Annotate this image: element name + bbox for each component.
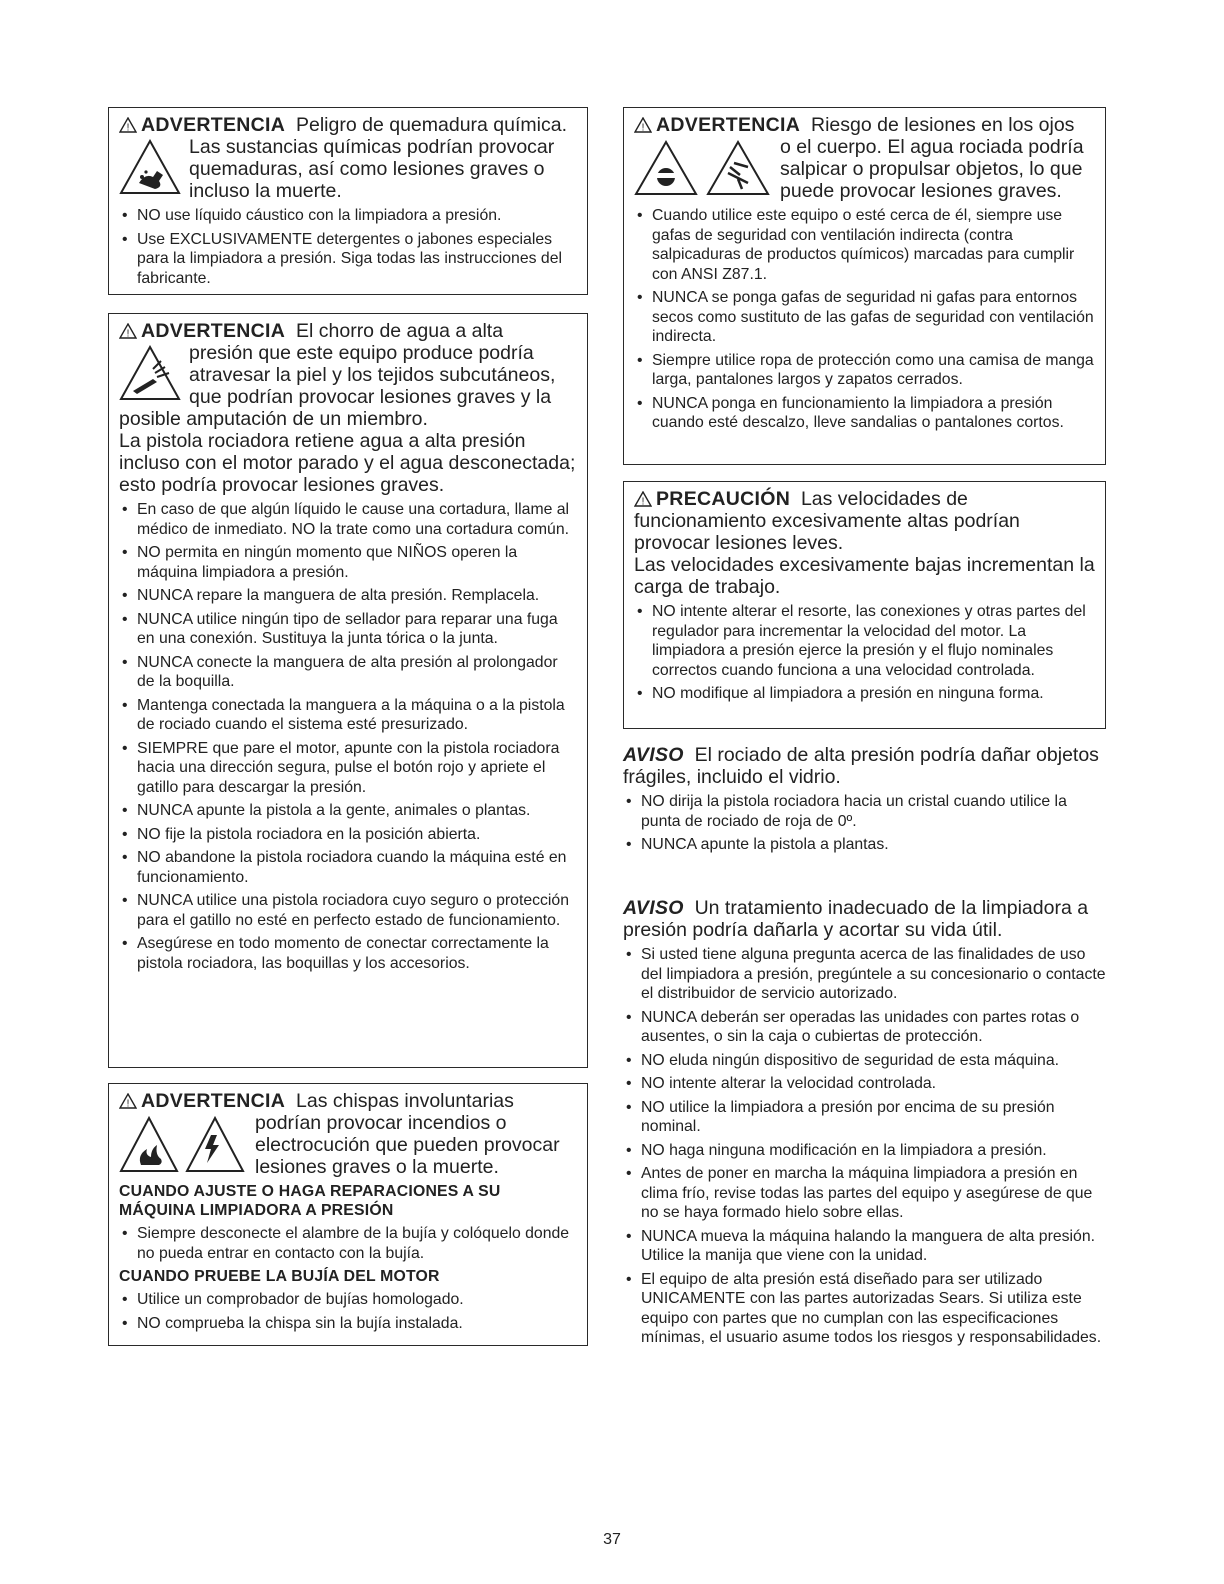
alert-triangle-icon (634, 491, 652, 507)
signal-word: ADVERTENCIA (141, 320, 286, 342)
list-item: • NUNCA mueva la máquina halando la manguera de alta presión. Utilice la manija que viene con la unidad. (623, 1227, 1108, 1266)
list-item: • Siempre desconecte el alambre de la bujía y colóquelo donde no pueda entrar en contacto con la bujía. (119, 1224, 577, 1263)
list-item: • Utilice un comprobador de bujías homologado. (119, 1290, 577, 1310)
warning-eye-injury (623, 107, 1106, 465)
signal-word: ADVERTENCIA (141, 1090, 286, 1112)
list-item: • Use EXCLUSIVAMENTE detergentes o jabones especiales para la limpiadora a presión. Siga todas las instrucciones del fabricante. (119, 230, 577, 289)
list-item: • NO fije la pistola rociadora en la posición abierta. (119, 825, 577, 845)
page-number: 37 (603, 1531, 621, 1548)
svg-text:!: ! (126, 1098, 130, 1109)
notice-fragile-objects (623, 744, 1106, 859)
list-item: • NUNCA utilice una pistola rociadora cuyo seguro o protección para el gatillo no esté en perfecto estado de funcionamiento. (119, 891, 577, 930)
list-item: • Antes de poner en marcha la máquina limpiadora a presión en clima frío, revise todas las partes del equipo y asegúrese de que no se haya formado hielo sobre ellas. (623, 1164, 1108, 1223)
warning-chemical-burn (108, 107, 588, 295)
list-item: • Asegúrese en todo momento de conectar correctamente la pistola rociadora, las boquillas y los accesorios. (119, 934, 577, 973)
hazard-text: Las sustancias químicas podrían provocar quemaduras, así como lesiones graves o incluso la muerte. (189, 136, 555, 202)
signal-word: AVISO (623, 744, 684, 766)
alert-triangle-icon (634, 117, 652, 133)
list-item: • NUNCA se ponga gafas de seguridad ni gafas para entornos secos como sustituto de las gafas de seguridad con ventilación indirecta. (634, 288, 1095, 347)
list-item: • Siempre utilice ropa de protección como una camisa de manga larga, pantalones largos y zapatos cerrados. (634, 351, 1095, 390)
list-item: • NO abandone la pistola rociadora cuando la máquina esté en funcionamiento. (119, 848, 577, 887)
list-item: • NO permita en ningún momento que NIÑOS operen la máquina limpiadora a presión. (119, 543, 577, 582)
list-item: • NUNCA apunte la pistola a plantas. (623, 835, 1106, 855)
list-item: • NUNCA apunte la pistola a la gente, animales o plantas. (119, 801, 577, 821)
chemical-burn-icon (119, 139, 181, 195)
bullet-list (119, 206, 577, 288)
hazard-lead: Un tratamiento inadecuado de la limpiadora a presión podría dañarla y acortar su vida útil. (623, 897, 1089, 941)
hazard-text: presión que este equipo produce podría atravesar la piel y los tejidos subcutáneos, que podrían provocar lesiones graves y la posible amputación de un miembro. (119, 342, 556, 430)
list-item: • SIEMPRE que pare el motor, apunte con la pistola rociadora hacia una dirección segura, pulse el botón rojo y apriete el gatillo para descargar la presión. (119, 739, 577, 798)
bullet-list (634, 206, 1095, 433)
notice-improper-treatment (623, 897, 1108, 1352)
list-item: • NO use líquido cáustico con la limpiadora a presión. (119, 206, 577, 226)
warning-high-pressure-spray (108, 313, 588, 1068)
list-item: • Mantenga conectada la manguera a la máquina o a la pistola de rociado cuando el sistema esté presurizado. (119, 696, 577, 735)
list-item: • NO intente alterar el resorte, las conexiones y otras partes del regulador para incrementar la velocidad del motor. La limpiadora a presión ejerce la presión y el flujo nominales correctos cuando funciona a una velocidad controlada. (634, 602, 1095, 680)
svg-text:!: ! (641, 496, 645, 507)
hazard-text-2: Las velocidades excesivamente bajas incrementan la carga de trabajo. (634, 554, 1095, 598)
list-item: • NUNCA ponga en funcionamiento la limpiadora a presión cuando esté descalzo, lleve sandalias o pantalones cortos. (634, 394, 1095, 433)
list-item: • NUNCA deberán ser operadas las unidades con partes rotas o ausentes, o sin la caja o cubiertas de protección. (623, 1008, 1108, 1047)
svg-text:!: ! (641, 122, 645, 133)
list-item: • En caso de que algún líquido le cause una cortadura, llame al médico de inmediato. NO la trate como una cortadura común. (119, 500, 577, 539)
signal-word: PRECAUCIÓN (656, 488, 791, 510)
alert-triangle-icon (119, 323, 137, 339)
signal-word: AVISO (623, 897, 684, 919)
hazard-lead: El chorro de agua a alta (296, 320, 504, 342)
hazard-text: podrían provocar incendios o electrocución que pueden provocar lesiones graves o la muerte. (255, 1112, 560, 1178)
signal-word: ADVERTENCIA (141, 114, 286, 136)
list-item: • El equipo de alta presión está diseñado para ser utilizado UNICAMENTE con las partes autorizadas Sears. Si utiliza este equipo con partes que no cumplan con las especificaciones mínimas, el usuario asume todos los riesgos y responsabilidades. (623, 1270, 1108, 1348)
list-item: • NUNCA repare la manguera de alta presión. Remplacela. (119, 586, 577, 606)
hazard-lead: Riesgo de lesiones en los ojos (811, 114, 1075, 136)
injection-hazard-icon (119, 345, 181, 401)
svg-text:!: ! (126, 122, 130, 133)
list-item: • NO dirija la pistola rociadora hacia un cristal cuando utilice la punta de rociado de roja de 0º. (623, 792, 1106, 831)
section-heading: CUANDO PRUEBE LA BUJÍA DEL MOTOR (119, 1268, 440, 1285)
svg-text:!: ! (126, 328, 130, 339)
hazard-text-2: La pistola rociadora retiene agua a alta presión incluso con el motor parado y el agua desconectada; esto podría provocar lesiones graves. (119, 430, 576, 496)
bullet-list (119, 1290, 577, 1333)
bullet-list (623, 945, 1108, 1348)
eye-protection-icons (634, 139, 772, 197)
bullet-list (623, 792, 1106, 855)
hazard-text: o el cuerpo. El agua rociada podría salpicar o propulsar objetos, lo que puede provocar lesiones graves. (780, 136, 1084, 202)
caution-engine-speed (623, 481, 1106, 729)
fire-and-shock-icons (119, 1115, 247, 1175)
signal-word: ADVERTENCIA (656, 114, 801, 136)
list-item: • Si usted tiene alguna pregunta acerca de las finalidades de uso del limpiadora a presión, pregúntele a su concesionario o contacte el distribuidor de servicio autorizado. (623, 945, 1108, 1004)
warning-sparks (108, 1083, 588, 1346)
bullet-list (119, 500, 577, 973)
hazard-text: funcionamiento excesivamente altas podrían provocar lesiones leves. (634, 510, 1020, 554)
list-item: • NO modifique al limpiadora a presión en ninguna forma. (634, 684, 1095, 704)
list-item: • NO eluda ningún dispositivo de seguridad de esta máquina. (623, 1051, 1108, 1071)
alert-triangle-icon (119, 117, 137, 133)
hazard-lead: Las chispas involuntarias (296, 1090, 514, 1112)
alert-triangle-icon (119, 1093, 137, 1109)
hazard-lead: Peligro de quemadura química. (296, 114, 567, 136)
hazard-lead: El rociado de alta presión podría dañar objetos frágiles, incluido el vidrio. (623, 744, 1099, 788)
list-item: • NO haga ninguna modificación en la limpiadora a presión. (623, 1141, 1108, 1161)
list-item: • NO intente alterar la velocidad controlada. (623, 1074, 1108, 1094)
hazard-lead: Las velocidades de (800, 488, 968, 510)
list-item: • Cuando utilice este equipo o esté cerca de él, siempre use gafas de seguridad con ventilación indirecta (contra salpicaduras de productos químicos) marcadas para cumplir con ANSI Z87.1. (634, 206, 1095, 284)
bullet-list (634, 602, 1095, 704)
list-item: • NO comprueba la chispa sin la bujía instalada. (119, 1314, 577, 1334)
list-item: • NUNCA utilice ningún tipo de sellador para reparar una fuga en una conexión. Sustituya la junta tórica o la junta. (119, 610, 577, 649)
list-item: • NUNCA conecte la manguera de alta presión al prolongador de la boquilla. (119, 653, 577, 692)
section-heading: CUANDO AJUSTE O HAGA REPARACIONES A SU MÁQUINA LIMPIADORA A PRESIÓN (119, 1183, 501, 1219)
list-item: • NO utilice la limpiadora a presión por encima de su presión nominal. (623, 1098, 1108, 1137)
bullet-list (119, 1224, 577, 1263)
